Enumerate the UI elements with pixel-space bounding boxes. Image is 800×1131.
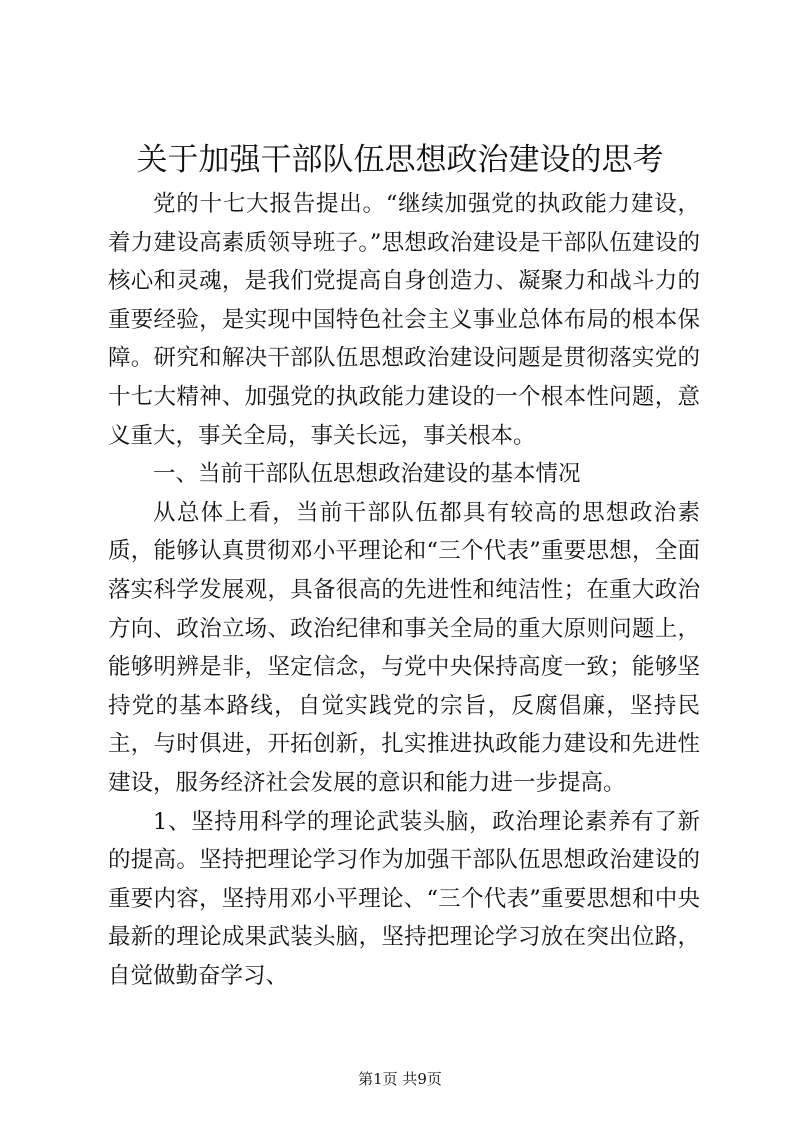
page-footer: 第1页 共9页 [358,1070,442,1088]
document-body [108,185,700,995]
document-title: 关于加强干部队伍思想政治建设的思考 [136,142,664,178]
section-heading: 一、当前干部队伍思想政治建设的基本情况 [153,461,581,488]
paragraph-intro: 党的十七大报告提出。“继续加强党的执政能力建设，着力建设高素质领导班子。”思想政治建设是干部队伍建设的核心和灵魂，是我们党提高自身创造力、凝聚力和战斗力的重要经验，是实现中国特色社会主义事业总体布局的根本保障。研究和解决干部队伍思想政治建设问题是贯彻落实党的十七大精神、加强党的执政能力建设的一个根本性问题，意义重大，事关全局，事关长远，事关根本。 [108,191,700,449]
paragraph-overview: 从总体上看，当前干部队伍都具有较高的思想政治素质，能够认真贯彻邓小平理论和“三个代表”重要思想，全面落实科学发展观，具备很高的先进性和纯洁性；在重大政治方向、政治立场、政治纪律和事关全局的重大原则问题上，能够明辨是非，坚定信念，与党中央保持高度一致；能够坚持党的基本路线，自觉实践党的宗旨，反腐倡廉，坚持民主，与时俱进，开拓创新，扎实推进执政能力建设和先进性建设，服务经济社会发展的意识和能力进一步提高。 [108,499,700,796]
paragraph-point-1: 1、坚持用科学的理论武装头脑，政治理论素养有了新的提高。坚持把理论学习作为加强干部队伍思想政治建设的重要内容，坚持用邓小平理论、“三个代表”重要思想和中央最新的理论成果武装头脑，坚持把理论学习放在突出位路，自觉做勤奋学习、 [108,808,700,989]
